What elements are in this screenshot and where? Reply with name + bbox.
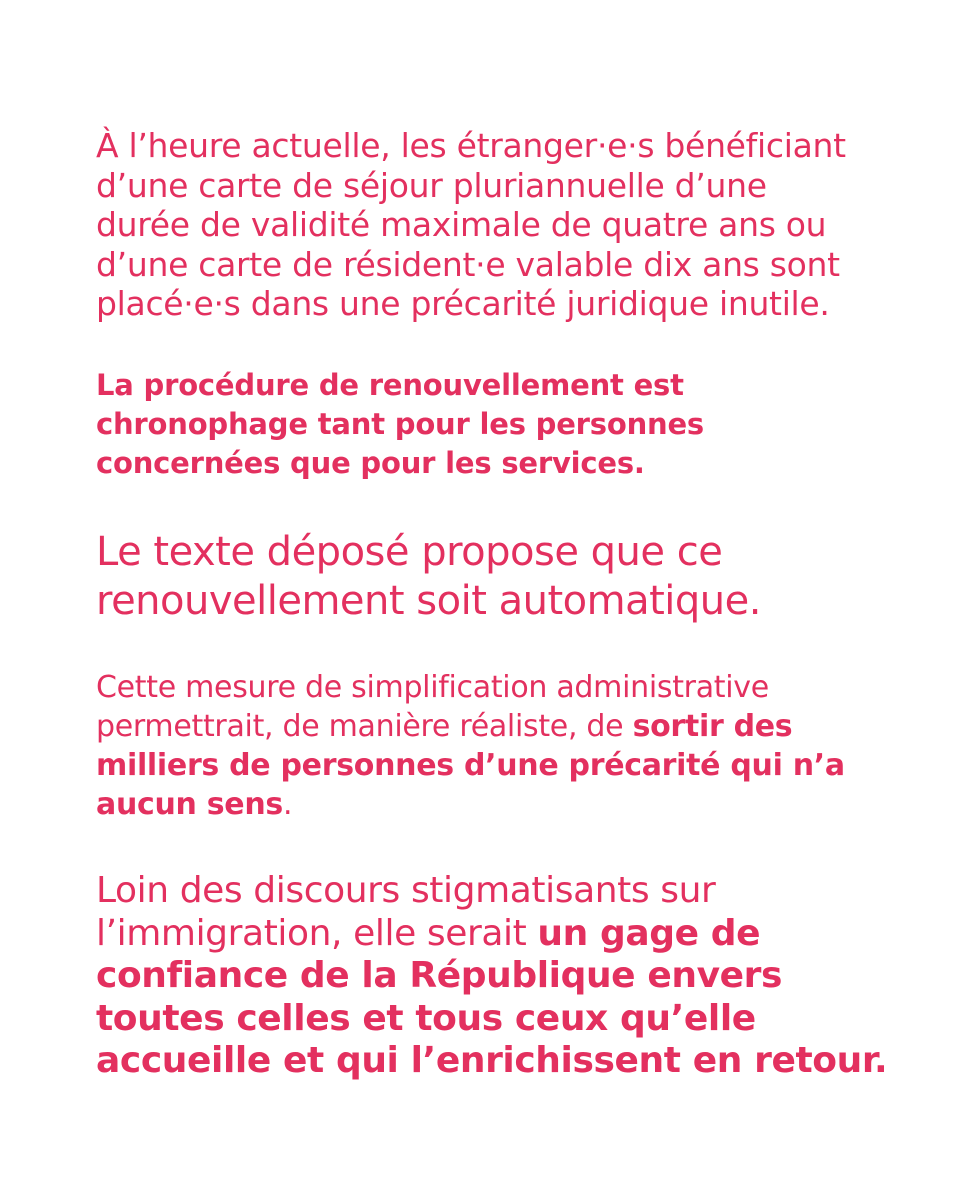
emphasis-line: confiance de la République envers [96,955,783,996]
paragraph-line: concernées que pour les services. [96,446,645,480]
regular-text: permettrait, de manière réaliste, de [96,709,633,744]
emphasis-text: aucun sens [96,787,283,822]
regular-text: l’immigration, elle serait [96,912,538,954]
paragraph-line: d’une carte de séjour pluriannuelle d’une [96,165,767,205]
paragraph-conclusion [96,870,896,1083]
emphasis-line: accueille et qui l’enrichissent en retour. [96,1040,888,1081]
paragraph-line: renouvellement soit automatique. [96,578,761,624]
paragraph-line [96,707,896,746]
emphasis-line: milliers de personnes d’une précarité qui n’a [96,748,845,783]
paragraph-procedure [96,366,896,483]
paragraph-line: Le texte déposé propose que ce [96,529,723,575]
paragraph-line: Cette mesure de simplification administrative [96,670,769,705]
paragraph-simplification [96,668,896,824]
paragraph-line: d’une carte de résident·e valable dix ans sont [96,244,840,284]
paragraph-line: chronophage tant pour les personnes [96,407,704,441]
paragraph-line: La procédure de renouvellement est [96,368,684,402]
paragraph-line: À l’heure actuelle, les étranger·e·s bénéficiant [96,126,846,165]
paragraph-line [96,913,896,956]
paragraph-line: placé·e·s dans une précarité juridique inutile. [96,284,830,323]
paragraph-context [96,126,896,324]
paragraph-proposal [96,528,896,626]
paragraph-line: durée de validité maximale de quatre ans ou [96,205,827,244]
emphasis-text: un gage de [537,912,761,954]
emphasis-text: sortir des [632,709,793,744]
emphasis-line: toutes celles et tous ceux qu’elle [96,997,756,1039]
paragraph-line: Loin des discours stigmatisants sur [96,870,716,911]
paragraph-line [96,785,896,824]
regular-text: . [282,787,293,822]
